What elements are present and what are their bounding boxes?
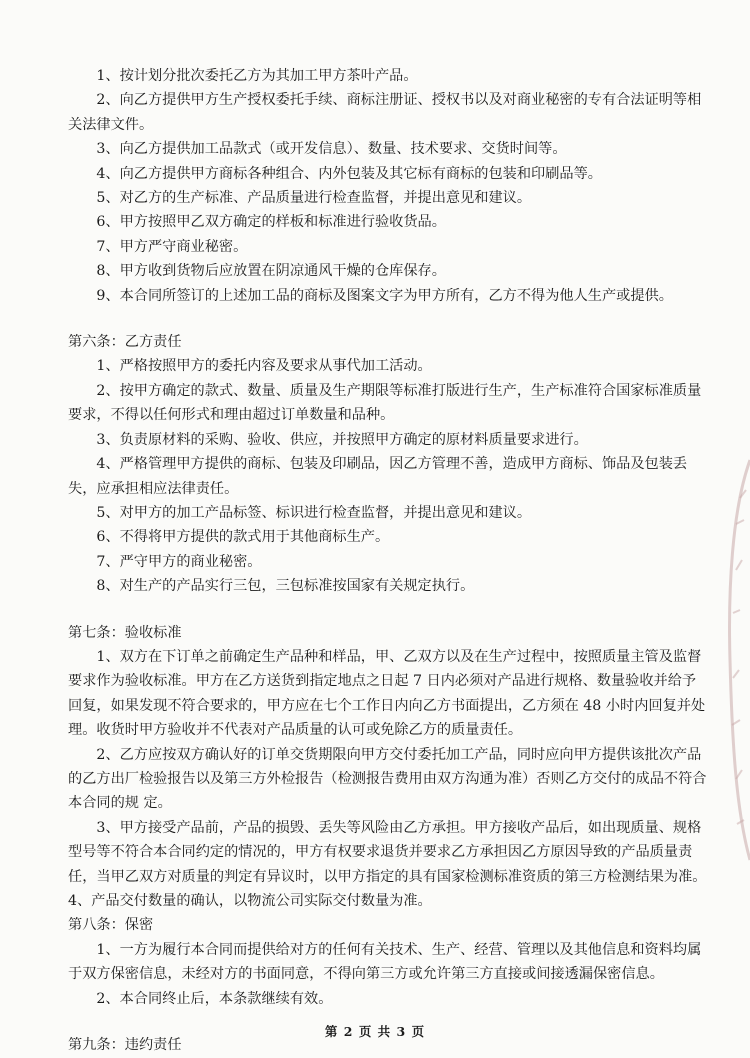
- article5-item-2: 2、向乙方提供甲方生产授权委托手续、商标注册证、授权书以及对商业秘密的专有合法证明等相关法律文件。: [68, 92, 702, 133]
- article5-item-7: 7、甲方严守商业秘密。: [96, 238, 248, 255]
- article7-item-2: 2、乙方应按双方确认好的订单交货期限向甲方交付委托加工产品，同时应向甲方提供该批次产品的乙方出厂检验报告以及第三方外检报告（检测报告费用由双方沟通为准）否则乙方交付的成品不符合本合同的规 定。: [68, 746, 707, 812]
- article7-heading: 第七条：验收标准: [68, 624, 182, 641]
- article6-section: [68, 330, 708, 598]
- article7-item-4: 4、产品交付数量的确认，以物流公司实际交付数量为准。: [68, 893, 432, 909]
- article7-item-1: 1、双方在下订单之前确定生产品种和样品，甲、乙双方以及在生产过程中，按照质量主管及监督要求作为验收标准。甲方在乙方送货到指定地点之日起 7 日内必须对产品进行规格、数量验收并给予回复，如果发现不符合要求的，甲方应在七个工作日内向乙方书面提出，乙方须在 48 小时内回复并处理。收货时甲方验收并不代表对产品质量的认可或免除乙方的质量责任。: [68, 648, 706, 739]
- seal-stamp-edge: [724, 450, 750, 870]
- article6-item-1: 1、严格按照甲方的委托内容及要求从事代加工活动。: [96, 358, 432, 375]
- article6-item-8: 8、对生产的产品实行三包，三包标准按国家有关规定执行。: [96, 578, 475, 595]
- article6-item-4: 4、严格管理甲方提供的商标、包装及印刷品，因乙方管理不善，造成甲方商标、饰品及包装丢失，应承担相应法律责任。: [68, 456, 688, 497]
- page-number-footer: 第 2 页 共 3 页: [324, 1024, 426, 1039]
- article5-item-3: 3、向乙方提供加工品款式（或开发信息）、数量、技术要求、交货时间等。: [96, 141, 567, 158]
- article5-item-1: 1、按计划分批次委托乙方为其加工甲方茶叶产品。: [96, 68, 418, 84]
- article5-item-8: 8、甲方收到货物后应放置在阴凉通风干燥的仓库保存。: [96, 263, 446, 280]
- article5-item-4: 4、向乙方提供甲方商标各种组合、内外包装及其它标有商标的包装和印刷品等。: [96, 165, 602, 182]
- article8-item-1: 1、一方为履行本合同而提供给对方的任何有关技术、生产、经营、管理以及其他信息和资料均属于双方保密信息，未经对方的书面同意，不得向第三方或允许第三方直接或间接透漏保密信息。: [68, 941, 702, 983]
- contract-body: [68, 64, 708, 1057]
- article5-item-6: 6、甲方按照甲乙双方确定的样板和标准进行验收货品。: [96, 214, 446, 231]
- article5-list: [68, 64, 708, 308]
- article6-item-6: 6、不得将甲方提供的款式用于其他商标生产。: [96, 529, 390, 546]
- article6-item-2: 2、按甲方确定的款式、数量、质量及生产期限等标准打版进行生产，生产标准符合国家标准质量要求，不得以任何形式和理由超过订单数量和品种。: [68, 382, 702, 424]
- article8-item-2: 2、本合同终止后，本条款继续有效。: [96, 990, 333, 1007]
- article8-heading: 第八条：保密: [68, 917, 154, 934]
- article8-section: [68, 913, 708, 1011]
- article9-heading: 第九条：违约责任: [68, 1037, 182, 1054]
- article5-item-5: 5、对乙方的生产标准、产品质量进行检查监督，并提出意见和建议。: [96, 190, 532, 207]
- article6-item-3: 3、负责原材料的采购、验收、供应，并按照甲方确定的原材料质量要求进行。: [96, 431, 588, 448]
- article6-item-7: 7、严守甲方的商业秘密。: [96, 553, 262, 570]
- article7-section: [68, 621, 708, 914]
- article6-item-5: 5、对甲方的加工产品标签、标识进行检查监督，并提出意见和建议。: [96, 504, 532, 521]
- article6-heading: 第六条：乙方责任: [68, 334, 182, 351]
- article7-item-3: 3、甲方接受产品前，产品的损毁、丢失等风险由乙方承担。甲方接收产品后，如出现质量、规格型号等不符合本合同约定的情况的，甲方有权要求退货并要求乙方承担因乙方原因导致的产品质量责任，当甲乙双方对质量的判定有异议时，以甲方指定的具有国家检测标准资质的第三方检测结果为准。: [68, 819, 707, 885]
- article5-item-9: 9、本合同所签订的上述加工品的商标及图案文字为甲方所有，乙方不得为他人生产或提供。: [96, 287, 673, 304]
